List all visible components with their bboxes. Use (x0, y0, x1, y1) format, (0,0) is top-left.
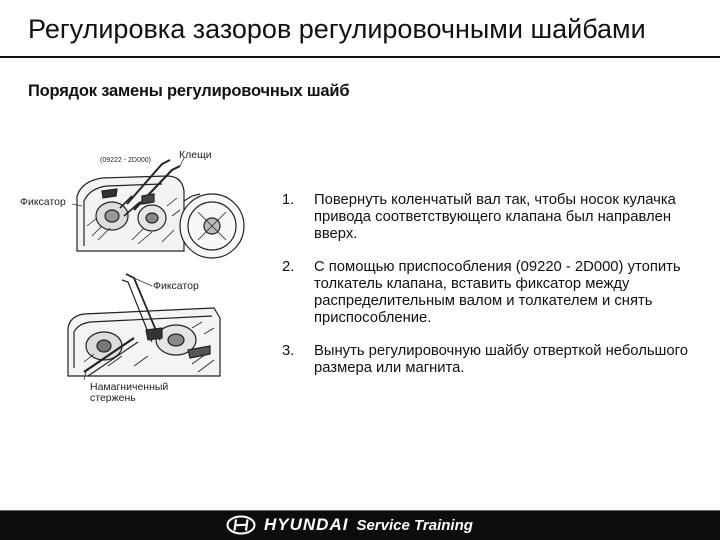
step-1 (282, 192, 712, 243)
retainer-label-bottom: Фиксатор (153, 280, 199, 292)
step-number: 1. (282, 192, 295, 208)
retainer-label-top: Фиксатор (20, 196, 66, 208)
tool-installation-illustration (72, 156, 247, 264)
tool-code-label: (09222 - 2D000) (100, 157, 151, 164)
procedure-steps (282, 192, 712, 393)
pliers-label: Клещи (179, 149, 212, 161)
brand-name: HYUNDAI (264, 515, 349, 534)
step-text: С помощью приспособления (09220 - 2D000) утопить толкатель клапана, вставить фиксатор между распределительным валом и толкателем и снять приспособление. (314, 259, 681, 326)
step-2 (282, 259, 712, 327)
step-3 (282, 343, 712, 377)
step-text: Вынуть регулировочную шайбу отверткой небольшого размера или магнита. (314, 343, 688, 376)
page-subtitle: Порядок замены регулировочных шайб (28, 82, 350, 100)
shim-removal-illustration (64, 268, 224, 380)
hyundai-emblem-icon (226, 515, 256, 535)
page-title: Регулировка зазоров регулировочными шайбами (28, 14, 646, 44)
brand-logo (226, 514, 473, 536)
brand-tagline: Service Training (356, 516, 473, 534)
title-divider (0, 56, 720, 58)
magnet-rod-label: Намагниченный стержень (90, 381, 169, 404)
step-number: 2. (282, 259, 295, 275)
step-text: Повернуть коленчатый вал так, чтобы носок кулачка привода соответствующего клапана был направлен вверх. (314, 192, 676, 242)
footer-divider (0, 510, 720, 511)
step-number: 3. (282, 343, 295, 359)
